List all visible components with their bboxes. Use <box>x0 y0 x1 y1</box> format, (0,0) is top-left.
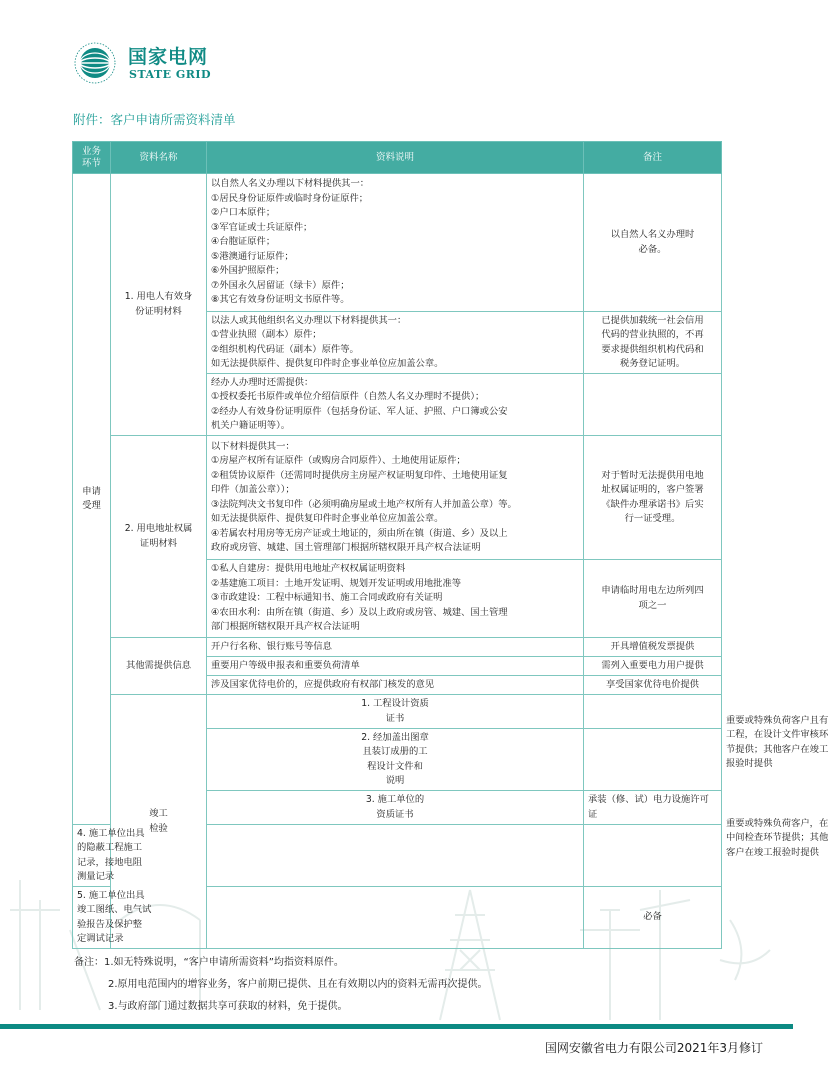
header-material-desc: 资料说明 <box>207 142 584 174</box>
table-row <box>73 436 722 560</box>
note-bank-info: 开具增值税发票提供 <box>584 638 722 657</box>
table-row: 3. 施工单位的 资质证书 承装（修、试）电力设施许可证 重要或特殊负荷客户，在 中间检查环节提供；其他 客户在竣工报验时提供 <box>73 791 722 825</box>
footnote-1: 备注：1.如无特殊说明，“客户申请所需资料”均指资料原件。 <box>74 957 344 968</box>
table-row: 竣工 检验 1. 工程设计资质 证书 重要或特殊负荷客户且有 工程，在设计文件审核环 节提供；其他客户在竣工 报验时提供 <box>73 695 722 729</box>
desc-address-list: 以下材料提供其一： ①房屋产权所有证原件（或购房合同原件）、土地使用证原件； ②租赁协议原件（还需同时提供房主房屋产权证明复印件、土地使用证复 印件（加盖公章））； ③法院判决文书复印件（必须明确房屋或土地产权所有人并加盖公章）等。 如无法提供原件、提供复印件时企事业单位应加盖公章。 ④若属农村用房等无房产证或土地证的，须由所在镇（街道、乡）及以上 政府或房管、城建、国土管理部门根据所辖权限开具产权合法证明 <box>207 436 584 560</box>
material-address-proof: 2. 用电地址权属 证明材料 <box>111 436 207 638</box>
material-construction-certificate: 3. 施工单位的 资质证书 <box>207 791 584 825</box>
table-row <box>73 174 722 312</box>
note-organization: 已提供加载统一社会信用 代码的营业执照的，不再 要求提供组织机构代码和 税务登记证明。 <box>584 312 722 374</box>
note-natural-person: 以自然人名义办理时 必备。 <box>584 174 722 312</box>
desc-address-temp: ①私人自建房：提供用电地址产权权属证明资料 ②基建施工项目：土地开发证明、规划开发证明或用地批准等 ③市政建设：工程中标通知书、施工合同或政府有关证明 ④农田水利：由所在镇（街道、乡）及以上政府或房管、城建、国土管理 部门根据所辖权限开具产权合法证明 <box>207 560 584 638</box>
footnote-2: 2.原用电范围内的增容业务，客户前期已提供、且在有效期以内的资料无需再次提供。 <box>108 979 488 990</box>
note-preferential-price: 享受国家优待电价提供 <box>584 676 722 695</box>
note-address-temp: 申请临时用电左边所列四 项之一 <box>584 560 722 638</box>
header-material-name: 资料名称 <box>111 142 207 174</box>
material-completion-drawings: 5. 施工单位出具 竣工图纸、电气试 验报告及保护整 定调试记录 <box>73 887 111 949</box>
material-other-info: 其他需提供信息 <box>111 638 207 695</box>
stage-apply: 申请 受理 <box>73 174 111 825</box>
desc-organization: 以法人或其他组织名义办理以下材料提供其一： ①营业执照（副本）原件； ②组织机构代码证（副本）原件等。 如无法提供原件、提供复印件时企事业单位应加盖公章。 <box>207 312 584 374</box>
desc-design-documents <box>584 729 722 791</box>
document-title: 附件：客户申请所需资料清单 <box>73 112 236 127</box>
material-id-proof: 1. 用电人有效身 份证明材料 <box>111 174 207 436</box>
desc-important-user: 重要用户等级申报表和重要负荷清单 <box>207 657 584 676</box>
desc-natural-person: 以自然人名义办理以下材料提供其一： ①居民身份证原件或临时身份证原件； ②户口本原件； ③军官证或士兵证原件； ④台胞证原件； ⑤港澳通行证原件； ⑥外国护照原件； ⑦外国永久居留证（绿卡）原件； ⑧其它有效身份证明文书原件等。 <box>207 174 584 312</box>
globe-icon <box>72 40 118 86</box>
desc-agent: 经办人办理时还需提供： ①授权委托书原件或单位介绍信原件（自然人名义办理时不提供）； ②经办人有效身份证明原件（包括身份证、军人证、护照、户口簿或公安 机关户籍证明等）。 <box>207 374 584 436</box>
brand-name-cn: 国家电网 <box>128 46 209 68</box>
footnotes <box>74 952 488 1018</box>
note-agent <box>584 374 722 436</box>
footer-revision: 国网安徽省电力有限公司2021年3月修订 <box>544 1041 763 1055</box>
footnote-3: 3.与政府部门通过数据共享可获取的材料，免于提供。 <box>108 1001 348 1012</box>
note-important-user: 需列入重要电力用户提供 <box>584 657 722 676</box>
material-design-documents: 2. 经加盖出图章 且装订成册的工 程设计文件和 说明 <box>207 729 584 791</box>
state-grid-logo <box>72 40 222 86</box>
desc-completion-drawings <box>207 887 584 949</box>
desc-hidden-works-record <box>207 825 584 887</box>
materials-table <box>72 141 828 949</box>
note-address-list: 对于暂时无法提供用电地 址权属证明的，客户签署 《缺件办理承诺书》后实 行一证受理。 <box>584 436 722 560</box>
footer-band <box>0 1024 793 1029</box>
desc-bank-info: 开户行名称、银行账号等信息 <box>207 638 584 657</box>
header-remarks: 备注 <box>584 142 722 174</box>
material-hidden-works-record: 4. 施工单位出具 的隐蔽工程施工 记录，接地电阻 测量记录 <box>73 825 111 887</box>
note-required: 必备 <box>584 887 722 949</box>
desc-design-certificate <box>584 695 722 729</box>
desc-preferential-price: 涉及国家优待电价的，应提供政府有权部门核发的意见 <box>207 676 584 695</box>
material-design-certificate: 1. 工程设计资质 证书 <box>207 695 584 729</box>
brand-name-en: STATE GRID <box>129 68 212 81</box>
header-stage: 业务 环节 <box>73 142 111 174</box>
desc-construction-certificate: 承装（修、试）电力设施许可证 <box>584 791 722 825</box>
table-row <box>73 638 722 657</box>
stage-acceptance: 竣工 检验 <box>111 695 207 949</box>
table-header-row <box>73 142 722 174</box>
